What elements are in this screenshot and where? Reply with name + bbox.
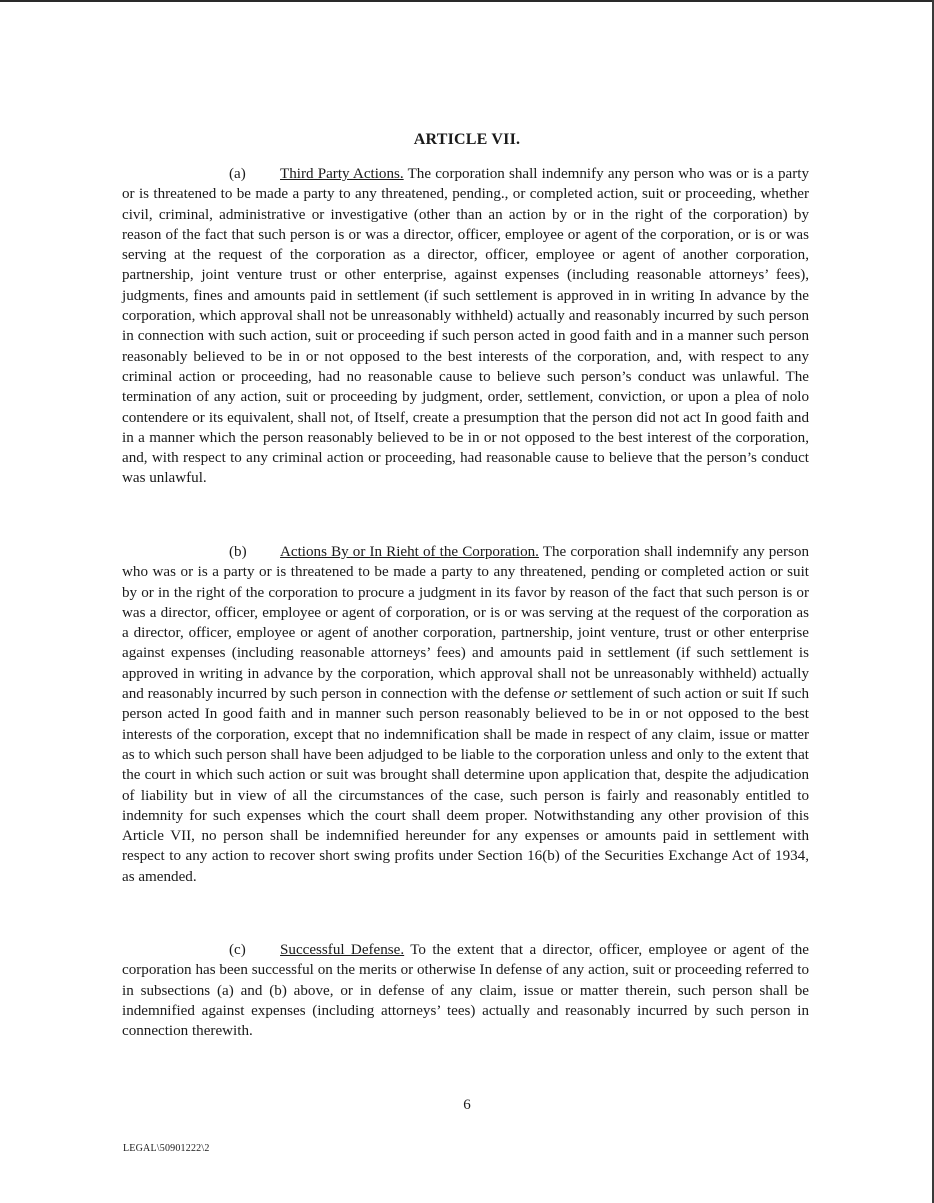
section-c-label: (c) <box>229 942 246 958</box>
section-b-text-before: The corporation shall indemnify any person who was or is a party or is threatened to be made a party to any threatened, pending or completed action or suit by or in the right of the corporation to procure a judgment in its favor by reason of the fact that such person is or was a director, officer, employee or agent of corporation, or is or was serving at the request of the corporation as a director, officer, employee or agent of another corporation, partnership, joint venture, trust or other enterprise against expenses (including reasonable attorneys’ fees) and amounts paid in settlement (if such settlement is approved in writing in advance by the corporation, which approval shall not be unreasonably withheld) actually and reasonably incurred by such person in connection with the defense <box>122 544 809 703</box>
section-b-heading: Actions By or In Rieht of the Corporation. <box>280 544 539 560</box>
section-a-text: The corporation shall indemnify any person who was or is a party or is threatened to be made a party to any threatened, pending., or completed action, suit or proceeding, whether civil, criminal, administrative or investigative (other than an action by or in the right of the corporation) by reason of the fact that such person is or was a director, officer, employee or agent of the corporation, or is or was serving at the request of the corporation as a director, officer, employee or agent of another corporation, partnership, joint venture trust or other enterprise, against expenses (including reasonable attorneys’ fees), judgments, fines and amounts paid in settlement (if such settlement is approved in in writing In advance by the corporation, which approval shall not be unreasonably withheld) actually and reasonably incurred by such person in connection with such action, suit or proceeding if such person acted in good faith and in a manner such person reasonably believed to be in or not opposed to the best interests of the corporation, and, with respect to any criminal action or proceeding, had no reasonable cause to believe such person’s conduct was unlawful. The termination of any action, suit or proceeding by judgment, order, settlement, conviction, or upon a plea of nolo contendere or its equivalent, shall not, of Itself, create a presumption that the person did not act In good faith and in a manner which the person reasonably believed to be in or not opposed to the best interest of the corporation, and, with respect to any criminal action or proceeding, had reasonable cause to believe that the person’s conduct was unlawful. <box>122 166 809 487</box>
section-a-label: (a) <box>229 166 246 182</box>
page-number: 6 <box>463 1097 471 1113</box>
section-c-text: To the extent that a director, officer, employee or agent of the corporation has been successful on the merits or otherwise In defense of any action, suit or proceeding referred to in subsections (a) and (b) above, or in defense of any claim, issue or matter therein, such person shall be indemnified against expenses (including attorneys’ tees) actually and reasonably incurred by such person in connection therewith. <box>122 942 809 1040</box>
section-a-heading: Third Party Actions. <box>280 166 404 182</box>
section-b-text-after: settlement of such action or suit If such person acted In good faith and in manner such person reasonably believed to be in or not opposed to the best interests of the corporation, except that no indemnification shall be made in respect of any claim, issue or matter as to which such person shall have been adjudged to be liable to the corporation unless and only to the extent that the court in which such action or suit was brought shall determine upon application that, despite the adjudication of liability but in view of all the circumstances of the case, such person is fairly and reasonably entitled to indemnity for such expenses which the court shall deem proper. Notwithstanding any other provision of this Article VII, no person shall be indemnified hereunder for any expenses or amounts paid in settlement with respect to any action to recover short swing profits under Section 16(b) of the Securities Exchange Act of 1934, as amended. <box>122 686 809 885</box>
section-b-paragraph <box>122 542 809 887</box>
section-c-paragraph <box>122 940 809 1041</box>
document-footer-id: LEGAL\50901222\2 <box>123 1143 210 1154</box>
section-a-paragraph <box>122 164 809 489</box>
section-b-label: (b) <box>229 544 247 560</box>
article-title: ARTICLE VII. <box>413 131 521 148</box>
page-top-edge <box>0 0 934 2</box>
section-c-heading: Successful Defense. <box>280 942 405 958</box>
section-b-text-italic: or <box>553 686 568 703</box>
